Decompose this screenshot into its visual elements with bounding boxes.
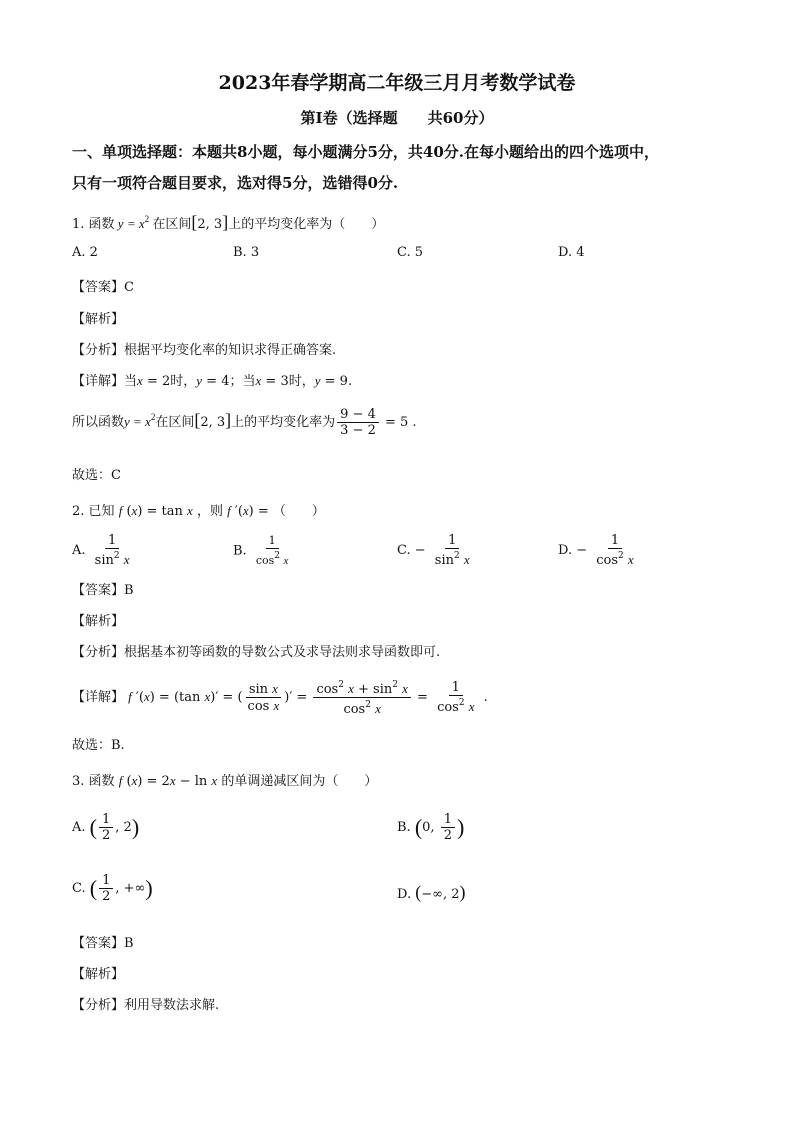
q3-option-b: B. (0, $\frac{1}{2}$ ) [397, 812, 465, 843]
q3-explain-label: 【解析】 [72, 967, 125, 982]
q1-choose: 故选：C [72, 468, 121, 483]
q1-detail: 【详解】当x = 2时，y = 4；当x = 3时，y = 9. [72, 373, 353, 389]
q1-mid: 在区间 [152, 217, 192, 232]
exam-title: 2023年春学期高二年级三月月考数学试卷 [218, 72, 576, 94]
q1-function: $y = x^2$ [114, 214, 150, 231]
q3-option-c: C. ( $\frac{1}{2}$ , +∞) [72, 873, 153, 904]
q3-number: 3. 函数 [72, 774, 115, 789]
section-instructions-line2: 只有一项符合题目要求，选对得5分，选错得0分. [72, 174, 399, 192]
q1-fraction: $\frac{9 - 4}{3 - 2}$ [337, 407, 379, 438]
q2-answer: 【答案】B [72, 583, 134, 598]
q1-interval: [ [191, 212, 198, 232]
q1-end: 上的平均变化率为（ ） [228, 217, 385, 232]
q1-option-a: A. 2 [72, 245, 98, 260]
q1-number: 1. 函数 [72, 217, 115, 232]
question-2-stem: 2. 已知 f (x) = tan x ，则 f ′(x) = （ ） [72, 503, 325, 519]
q3-analysis: 【分析】利用导数法求解. [72, 998, 220, 1013]
q1-answer: 【答案】C [72, 280, 134, 295]
q2-explain-label: 【解析】 [72, 614, 125, 629]
q1-option-d: D. 4 [558, 245, 585, 260]
q2-choose: 故选：B. [72, 738, 125, 753]
q1-explain-label: 【解析】 [72, 312, 125, 327]
q1-interval-values: 2, 3 [197, 217, 223, 232]
q1-option-c: C. 5 [397, 245, 424, 260]
exam-subtitle: 第I卷（选择题 共60分） [300, 109, 494, 127]
q1-conclusion: 所以函数$y = x^2$在区间[2, 3]上的平均变化率为 $\frac{9 - 4}{3 - 2}$ = 5 . [72, 407, 417, 438]
question-3-stem: 3. 函数 f (x) = 2x − ln x 的单调递减区间为（ ） [72, 773, 378, 789]
q3-option-a: A. ( $\frac{1}{2}$ , 2) [72, 812, 140, 843]
q2-detail: 【详解】 f ′(x) = (tan x)′ = ( $\frac{\text{sin x}}{\text{cos x}}$ )′ = $\frac{\cos^2 x + \sin^2 x}{\cos^2 x}$ = $\frac{1}{\cos^2 x}$ . [72, 680, 488, 717]
q2-option-b: B. $\frac{1}{\cos^2 x}$ [233, 534, 289, 567]
q3-answer: 【答案】B [72, 936, 134, 951]
q2-option-d: D. − $\frac{1}{\cos^2 x}$ [558, 533, 634, 568]
question-1-stem: 1. 函数 $y = x^2$ 在区间[2, 3]上的平均变化率为（ ） [72, 212, 385, 232]
q1-analysis: 【分析】根据平均变化率的知识求得正确答案. [72, 343, 337, 358]
q2-number: 2. 已知 [72, 504, 115, 519]
q3-option-d: D. (−∞, 2) [397, 882, 466, 902]
q2-option-a: A. $\frac{1}{\sin^2 x}$ [72, 533, 130, 568]
q1-option-b: B. 3 [233, 245, 260, 260]
section-instructions-line1: 一、单项选择题：本题共8小题，每小题满分5分，共40分.在每小题给出的四个选项中， [72, 143, 659, 161]
q2-analysis: 【分析】根据基本初等函数的导数公式及求导法则求导函数即可. [72, 645, 441, 660]
q2-option-c: C. − $\frac{1}{\sin^2 x}$ [397, 533, 470, 568]
